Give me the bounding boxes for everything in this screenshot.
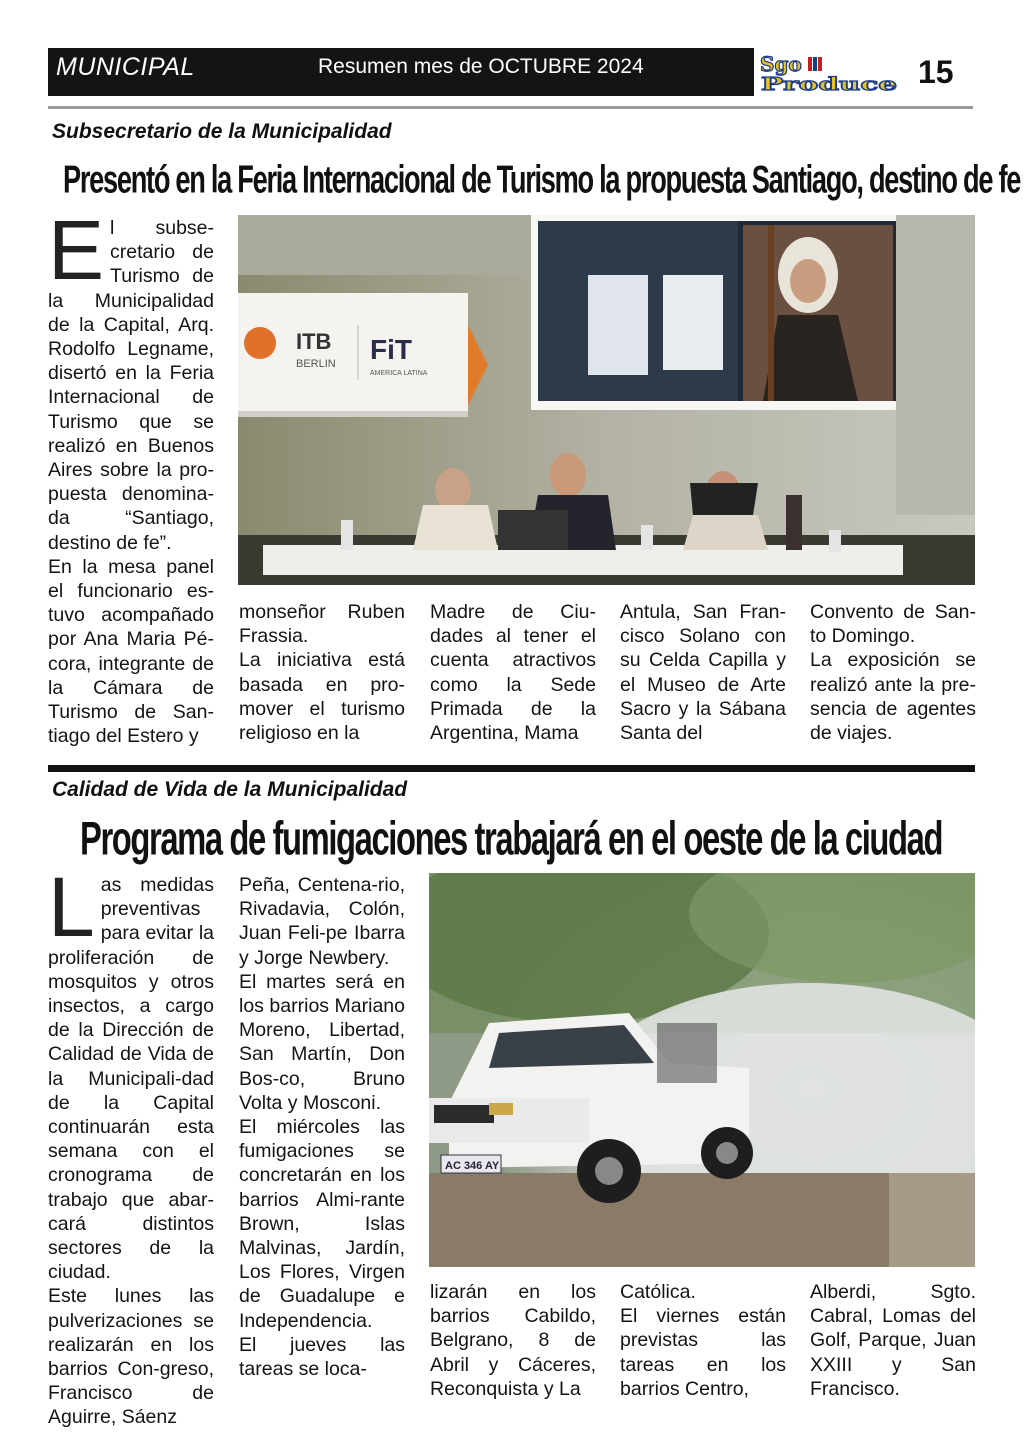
article2-col1-para2: Este lunes las pulverizaciones se realizarán en los barrios Con-greso, Francisco de Aguirre, Sáenz <box>48 1285 214 1429</box>
svg-text:AMERICA LATINA: AMERICA LATINA <box>370 370 428 377</box>
article2-col2-para1: Peña, Centena-rio, Rivadavia, Colón, Juan Feli-pe Ibarra y Jorge Newbery. <box>239 874 405 969</box>
article1-col5-para1: Convento de San-to Domingo. <box>810 601 976 648</box>
article2-col3-para1: lizarán en los barrios Cabildo, Belgrano, 8 de Abril y Cáceres, Reconquista y La <box>430 1281 596 1400</box>
article1-headline: Presentó en la Feria Internacional de Turismo la propuesta Santiago, destino de fe <box>63 158 1021 202</box>
svg-text:Sgo: Sgo <box>760 52 802 76</box>
article2-col4-para2: El viernes están previstas las tareas en los barrios Centro, <box>620 1305 786 1400</box>
article1-kicker: Subsecretario de la Municipalidad <box>52 120 392 143</box>
page-number: 15 <box>918 54 954 90</box>
article2-photo <box>429 873 975 1267</box>
section-label: MUNICIPAL <box>56 53 195 81</box>
article2-col5-para1: Alberdi, Sgto. Cabral, Lomas del Golf, Parque, Juan XXIII y San Francisco. <box>810 1281 976 1400</box>
article1-col2-para2: La iniciativa está basada en pro-mover el turismo religioso en la <box>239 649 405 745</box>
header-rule <box>48 106 973 109</box>
article2-kicker: Calidad de Vida de la Municipalidad <box>52 778 408 801</box>
issue-label: Resumen mes de OCTUBRE 2024 <box>318 55 644 78</box>
svg-text:ITB: ITB <box>296 329 332 354</box>
article1-column-3 <box>430 600 596 745</box>
article2-col2-para4: El jueves las tareas se loca- <box>239 1333 405 1381</box>
article2-dropcap: L <box>48 860 95 954</box>
article2-column-3 <box>430 1280 596 1401</box>
article1-photo <box>238 215 975 585</box>
article2-column-5 <box>810 1280 976 1401</box>
publication-logo <box>758 52 900 94</box>
article1-col1-para2: En la mesa panel el funcionario es-tuvo acompañado por Ana Maria Pé-cora, integrante de la Cámara de Turismo de San-tiago del Estero y <box>48 555 214 748</box>
article1-column-5 <box>810 600 976 745</box>
article2-col4-para1: Católica. <box>620 1281 696 1303</box>
svg-text:AC 346 AY: AC 346 AY <box>445 1160 500 1172</box>
svg-text:BERLIN: BERLIN <box>296 358 336 370</box>
article-separator <box>48 765 975 772</box>
article1-col5-para2: La exposición se realizó ante la pre-sencia de agentes de viajes. <box>810 649 976 745</box>
article1-dropcap: E <box>48 203 105 297</box>
article1-column-2 <box>239 600 405 745</box>
article2-col1-para1: as medidas preventivas para evitar la proliferación de mosquitos y otros insectos, a cargo de la Dirección de Calidad de Vida de la Municipali-dad de la Capital continuarán esta semana con el cronograma de trabajo que abar-cará distintos sectores de la ciudad. <box>48 874 214 1284</box>
article1-col1-para1: l subse-cretario de Turismo de la Municipalidad de la Capital, Arq. Rodolfo Legname, disertó en la Feria Internacional de Turismo que se realizó en Buenos Aires sobre la pro-puesta denomina-da “Santiago, destino de fe”. <box>48 217 214 554</box>
svg-text:Produce: Produce <box>761 74 897 94</box>
article1-col3-para1: Madre de Ciu-dades al tener el cuenta atractivos como la Sede Primada de la Argentina, Mama <box>430 601 596 745</box>
article1-column-1 <box>48 203 214 748</box>
article2-col2-para3: El miércoles las fumigaciones se concretarán en los barrios Almi-rante Brown, Islas Malvinas, Jardín, Los Flores, Virgen de Guadalupe e Independencia. <box>239 1116 405 1332</box>
svg-text:FiT: FiT <box>370 334 412 365</box>
article1-column-4 <box>620 600 786 745</box>
article2-column-4 <box>620 1280 786 1401</box>
article1-col4-para1: Antula, San Fran-cisco Solano con su Celda Capilla y el Museo de Arte Sacro y la Sábana Santa del <box>620 601 786 745</box>
article1-col2-para1: monseñor Ruben Frassia. <box>239 601 405 648</box>
article2-headline: Programa de fumigaciones trabajará en el oeste de la ciudad <box>80 812 943 865</box>
article2-column-2 <box>239 873 405 1381</box>
article2-column-1 <box>48 860 214 1430</box>
article2-col2-para2: El martes será en los barrios Mariano Moreno, Libertad, San Martín, Don Bos-co, Bruno Volta y Mosconi. <box>239 970 405 1114</box>
